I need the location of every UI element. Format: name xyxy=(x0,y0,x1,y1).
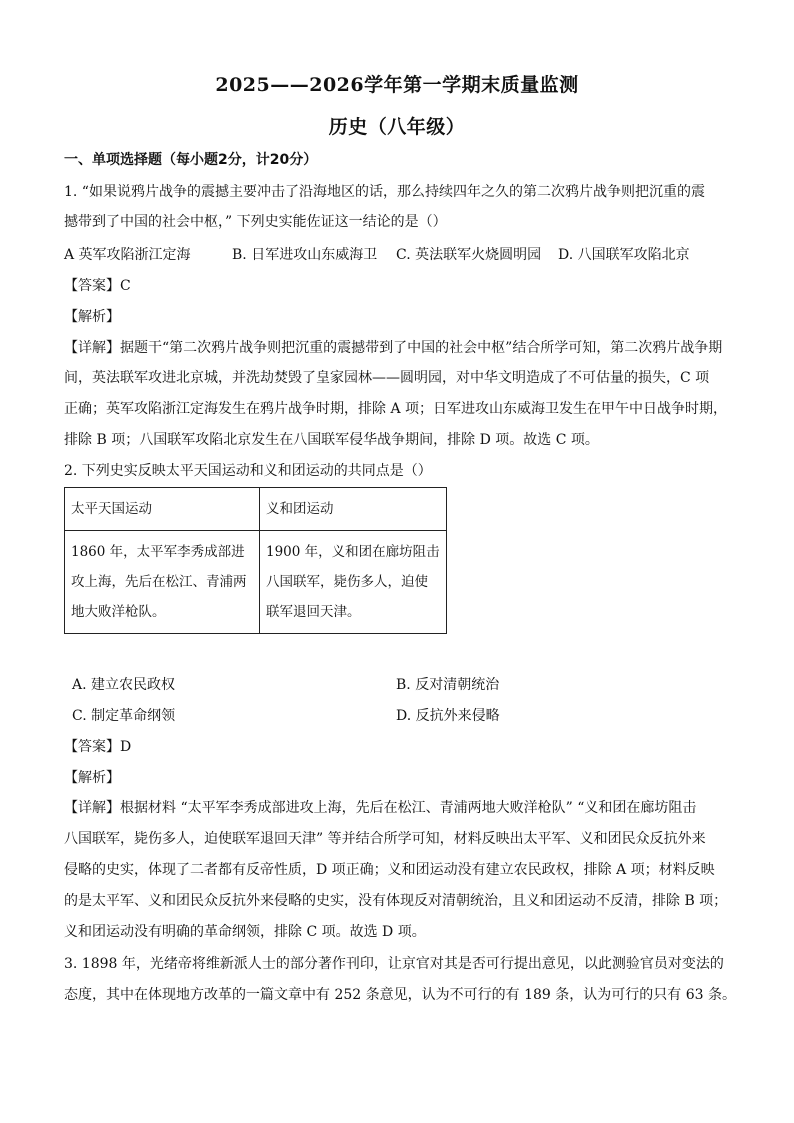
q2-detail-line: 的是太平军、义和团民众反抗外来侵略的史实，没有体现反对清朝统治，且义和团运动不反清，排除 B 项； xyxy=(64,893,728,909)
q1-answer: 【答案】C xyxy=(64,278,131,294)
q2-material-table xyxy=(64,487,447,634)
q2-answer: 【答案】D xyxy=(64,739,132,755)
table-header-cell: 太平天国运动 xyxy=(65,488,260,531)
cell-text-line: 八国联军，毙伤多人，迫使 xyxy=(266,574,428,590)
q2-detail-line: 义和团运动没有明确的革命纲领，排除 C 项。故选 D 项。 xyxy=(64,924,426,940)
table-row xyxy=(65,531,447,634)
q1-option-d: D. 八国联军攻陷北京 xyxy=(558,247,690,263)
q1-option-a: A 英军攻陷浙江定海 xyxy=(64,247,191,263)
q1-analysis-label: 【解析】 xyxy=(64,309,120,325)
cell-text-line: 1900 年，义和团在廊坊阻击 xyxy=(266,544,440,560)
q2-analysis-label: 【解析】 xyxy=(64,770,120,786)
section-heading: 一、单项选择题（每小题2分，计20分） xyxy=(64,152,318,168)
q2-detail-line: 【详解】根据材料 “太平军李秀成部进攻上海，先后在松江、青浦两地大败洋枪队” “义和团在廊坊阻击 xyxy=(64,800,697,816)
q2-stem: 2. 下列史实反映太平天国运动和义和团运动的共同点是（） xyxy=(64,463,432,479)
q3-stem-line: 3. 1898 年，光绪帝将维新派人士的部分著作刊印，让京官对其是否可行提出意见，以此测验官员对变法的 xyxy=(64,956,724,972)
cell-text-line: 联军退回天津。 xyxy=(266,604,361,620)
q1-detail-line: 排除 B 项；八国联军攻陷北京发生在八国联军侵华战争期间，排除 D 项。故选 C 项。 xyxy=(64,432,599,448)
q1-detail-line: 间，英法联军攻进北京城，并洗劫焚毁了皇家园林——圆明园，对中华文明造成了不可估量的损失，C 项 xyxy=(64,370,710,386)
q1-option-c: C. 英法联军火烧圆明园 xyxy=(396,247,542,263)
table-header-cell: 义和团运动 xyxy=(260,488,447,531)
table-cell-boxer xyxy=(260,531,447,634)
q1-detail-line: 正确；英军攻陷浙江定海发生在鸦片战争时期，排除 A 项；日军进攻山东威海卫发生在甲午中日战争时期， xyxy=(64,401,728,417)
q1-option-b: B. 日军进攻山东威海卫 xyxy=(232,247,378,263)
q2-option-c: C. 制定革命纲领 xyxy=(72,708,176,724)
q2-detail-line: 侵略的史实，体现了二者都有反帝性质，D 项正确；义和团运动没有建立农民政权，排除 A 项；材料反映 xyxy=(64,862,715,878)
table-header-row xyxy=(65,488,447,531)
q1-detail-line: 【详解】据题干“第二次鸦片战争则把沉重的震撼带到了中国的社会中枢”结合所学可知，第二次鸦片战争期 xyxy=(64,340,723,356)
cell-text-line: 1860 年，太平军李秀成部进 xyxy=(71,544,245,560)
q3-stem-line: 态度，其中在体现地方改革的一篇文章中有 252 条意见，认为不可行的有 189 条，认为可行的只有 63 条。 xyxy=(64,987,736,1003)
q1-stem-line: 1. “如果说鸦片战争的震撼主要冲击了沿海地区的话，那么持续四年之久的第二次鸦片战争则把沉重的震 xyxy=(64,184,705,200)
exam-title: 2025——2026学年第一学期末质量监测 xyxy=(215,74,579,96)
q2-detail-line: 八国联军，毙伤多人，迫使联军退回天津” 等并结合所学可知，材料反映出太平军、义和团民众反抗外来 xyxy=(64,831,706,847)
exam-subtitle: 历史（八年级） xyxy=(328,116,466,138)
cell-text-line: 地大败洋枪队。 xyxy=(71,604,166,620)
q2-option-b: B. 反对清朝统治 xyxy=(396,677,500,693)
q2-option-d: D. 反抗外来侵略 xyxy=(396,708,500,724)
q1-stem-line: 撼带到了中国的社会中枢，” 下列史实能佐证这一结论的是（） xyxy=(64,214,447,230)
q2-option-a: A. 建立农民政权 xyxy=(72,677,176,693)
table-cell-taiping xyxy=(65,531,260,634)
cell-text-line: 攻上海，先后在松江、青浦两 xyxy=(71,574,247,590)
